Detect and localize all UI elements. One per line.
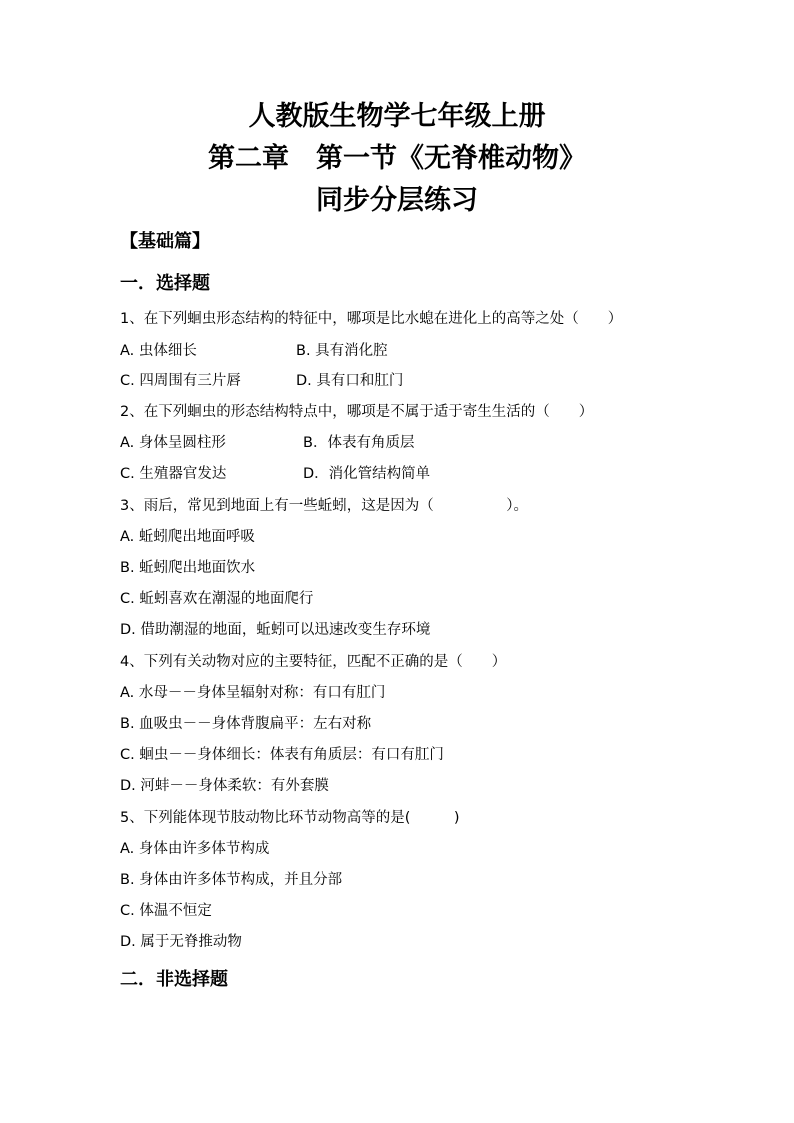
option: C. 生殖器官发达 — [120, 466, 227, 482]
option: B. 血吸虫－－身体背腹扁平：左右对称 — [120, 716, 372, 732]
option: C. 蛔虫－－身体细长：体表有角质层：有口有肛门 — [120, 747, 444, 763]
option: D. 具有口和肛门 — [296, 373, 404, 389]
option: A. 身体由许多体节构成 — [120, 841, 270, 857]
option: D. 借助潮湿的地面，蚯蚓可以迅速改变生存环境 — [120, 622, 431, 638]
title-line-2: 第二章 第一节《无脊椎动物》 — [208, 143, 586, 174]
section-heading-choice: 一．选择题 — [120, 273, 210, 294]
option: C. 体温不恒定 — [120, 903, 212, 919]
option: A. 水母－－身体呈辐射对称：有口有肛门 — [120, 685, 386, 701]
title-line-3: 同步分层练习 — [316, 185, 478, 216]
option: C. 四周围有三片唇 — [120, 373, 241, 389]
option: A. 蚯蚓爬出地面呼吸 — [120, 529, 255, 545]
question-stem: 3、雨后，常见到地面上有一些蚯蚓，这是因为（ ）。 — [120, 498, 528, 514]
option: B. 具有消化腔 — [296, 343, 388, 359]
level-heading: 【基础篇】 — [120, 231, 210, 252]
question-stem: 2、在下列蛔虫的形态结构特点中，哪项是不属于适于寄生生活的（ ） — [120, 404, 594, 420]
option: B. 身体由许多体节构成，并且分部 — [120, 872, 343, 888]
option: B. 蚯蚓爬出地面饮水 — [120, 560, 256, 576]
option: A. 身体呈圆柱形 — [120, 435, 226, 451]
option: A. 虫体细长 — [120, 343, 197, 359]
option: C. 蚯蚓喜欢在潮湿的地面爬行 — [120, 591, 314, 607]
question-stem: 5、下列能体现节肢动物比环节动物高等的是( ) — [120, 810, 460, 826]
option: D. 属于无脊推动物 — [120, 934, 242, 950]
question-stem: 4、下列有关动物对应的主要特征，匹配不正确的是（ ） — [120, 654, 507, 670]
question-stem: 1、在下列蛔虫形态结构的特征中，哪项是比水螅在进化上的高等之处（ ） — [120, 311, 623, 327]
option: B．体表有角质层 — [303, 435, 415, 451]
option: D. 河蚌－－身体柔软：有外套膜 — [120, 778, 329, 794]
title-line-1: 人教版生物学七年级上册 — [248, 101, 546, 132]
section-heading-nonchoice: 二．非选择题 — [120, 969, 228, 990]
option: D．消化管结构简单 — [303, 466, 431, 482]
